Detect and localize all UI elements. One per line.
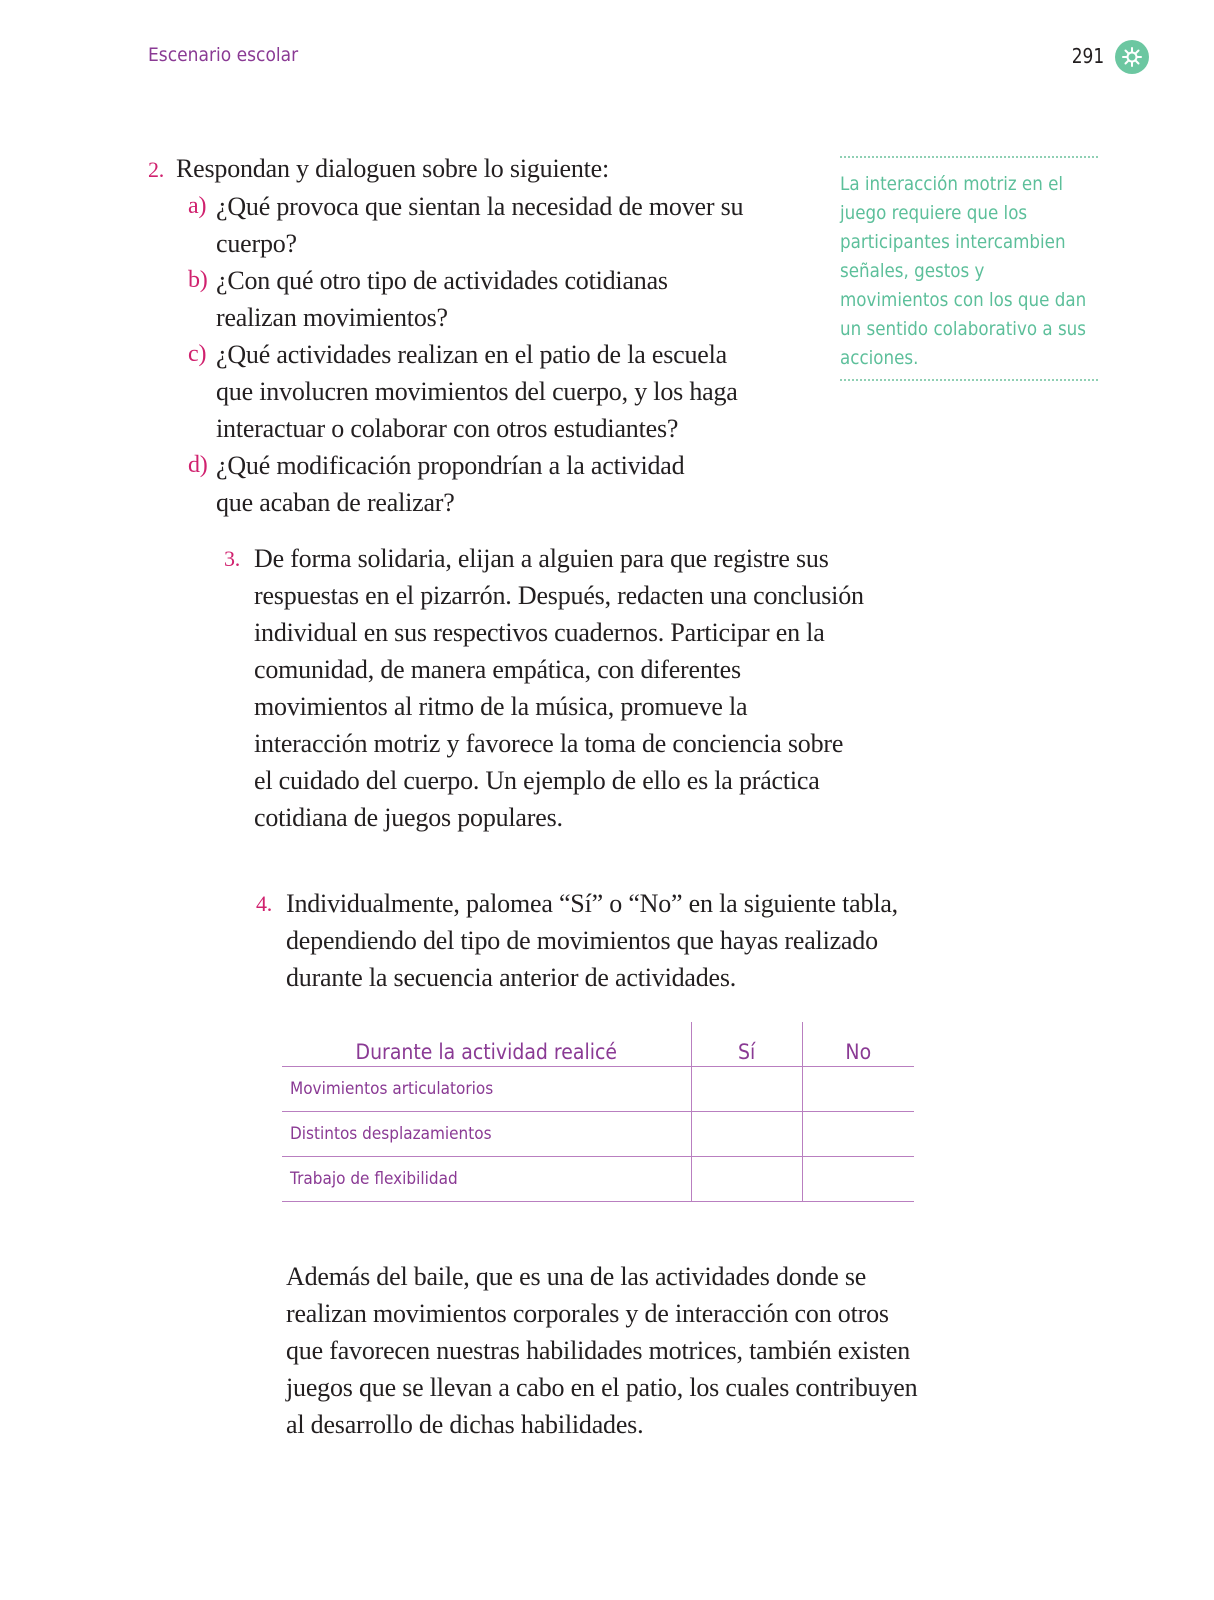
list-item: [188, 262, 828, 336]
list-item: [188, 188, 828, 262]
item-text: ¿Qué actividades realizan en el patio de la escuela que involucren movimientos del cuerpo, y los haga interactuar o colaborar con otros estudiantes?: [216, 340, 738, 443]
item-letter: a): [188, 193, 207, 219]
page-number: 291: [1071, 44, 1104, 68]
question-2-items: [188, 188, 828, 521]
row-label-cell: [282, 1157, 691, 1202]
header-yes-label: Sí: [737, 1040, 756, 1064]
item-letter: d): [188, 452, 208, 478]
list-item: [188, 336, 828, 447]
yes-checkbox-cell[interactable]: [691, 1067, 802, 1112]
row-label: Trabajo de flexibilidad: [290, 1169, 458, 1189]
closing-paragraph: Además del baile, que es una de las actividades donde se realizan movimientos corporales y de interacción con otros que favorecen nuestras habilidades motrices, también existen juegos que se llevan a cabo en el patio, los cuales contribuyen al desarrollo de dichas habilidades.: [286, 1262, 918, 1439]
header-activity-label: Durante la actividad realicé: [355, 1040, 617, 1064]
table-row: [282, 1067, 914, 1112]
checklist-table: [282, 1022, 914, 1202]
yes-checkbox-cell[interactable]: [691, 1157, 802, 1202]
table-row: [282, 1157, 914, 1202]
table-row: [282, 1112, 914, 1157]
question-text: Respondan y dialoguen sobre lo siguiente:: [176, 154, 610, 183]
question-2-prompt: [148, 150, 828, 188]
row-label: Distintos desplazamientos: [290, 1124, 492, 1144]
row-label: Movimientos articulatorios: [290, 1079, 494, 1099]
item-letter: c): [188, 341, 207, 367]
item-text: ¿Qué modificación propondrían a la actividad que acaban de realizar?: [216, 451, 685, 517]
table-header-row: [282, 1022, 914, 1067]
header-no-label: No: [845, 1040, 872, 1064]
question-3: [224, 540, 864, 836]
item-letter: b): [188, 267, 208, 293]
no-checkbox-cell[interactable]: [802, 1112, 914, 1157]
no-checkbox-cell[interactable]: [802, 1157, 914, 1202]
question-number: 2.: [148, 157, 165, 182]
item-text: ¿Con qué otro tipo de actividades cotidianas realizan movimientos?: [216, 266, 668, 332]
question-number: 4.: [256, 891, 273, 916]
question-text: De forma solidaria, elijan a alguien para que registre sus respuestas en el pizarrón. Después, redacten una conclusión individual en sus respectivos cuadernos. Participar en la comunidad, de manera empática, con diferentes movimientos al ritmo de la música, promueve la interacción motriz y favorece la toma de conciencia sobre el cuidado del cuerpo. Un ejemplo de ello es la práctica cotidiana de juegos populares.: [254, 544, 864, 832]
question-4: [256, 885, 916, 996]
list-item: [188, 447, 828, 521]
item-text: ¿Qué provoca que sientan la necesidad de mover su cuerpo?: [216, 192, 744, 258]
yes-checkbox-cell[interactable]: [691, 1112, 802, 1157]
question-number: 3.: [224, 546, 241, 571]
question-text: Individualmente, palomea “Sí” o “No” en la siguiente tabla, dependiendo del tipo de movimientos que hayas realizado durante la secuencia anterior de actividades.: [286, 889, 898, 992]
sidebar-note: [840, 156, 1098, 381]
header-activity: [282, 1022, 691, 1067]
flower-icon: [1115, 40, 1149, 74]
section-title: Escenario escolar: [148, 44, 299, 66]
row-label-cell: [282, 1067, 691, 1112]
sidebar-text: La interacción motriz en el juego requiere que los participantes intercambien señales, gestos y movimientos con los que dan un sentido colaborativo a sus acciones.: [840, 173, 1087, 369]
row-label-cell: [282, 1112, 691, 1157]
header-yes: [691, 1022, 802, 1067]
question-2: [148, 150, 828, 521]
header-no: [802, 1022, 914, 1067]
no-checkbox-cell[interactable]: [802, 1067, 914, 1112]
